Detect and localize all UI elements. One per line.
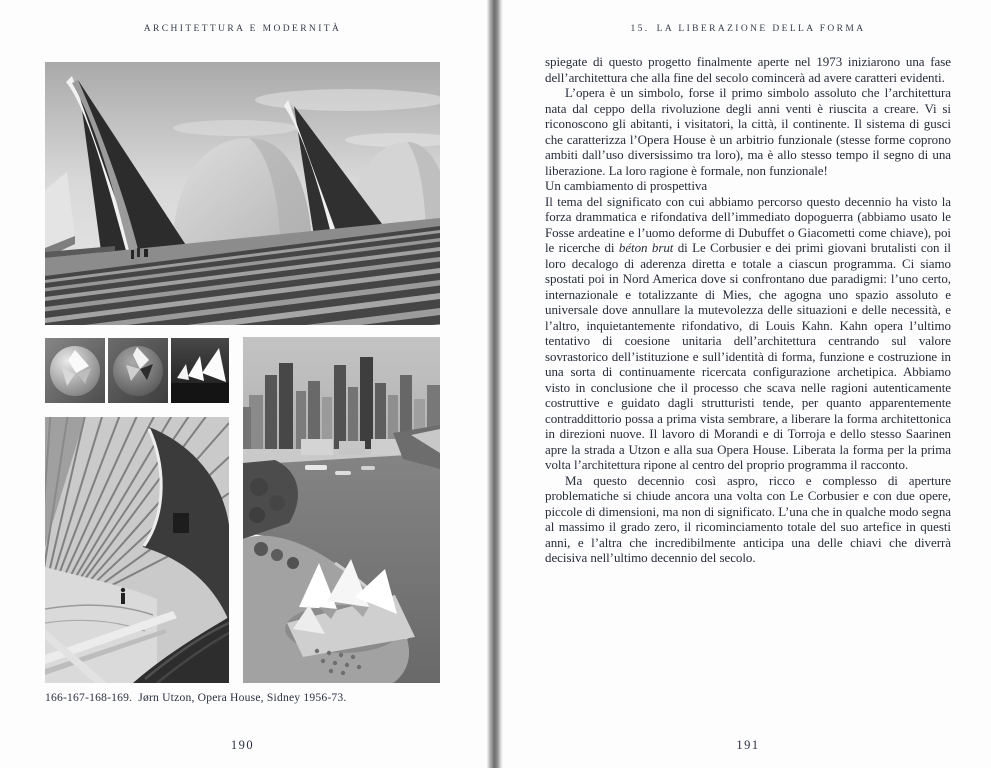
section-heading: Un cambiamento di prospettiva	[545, 178, 708, 193]
photo-sydney-aerial	[243, 337, 440, 683]
paragraph-theme-post: di Le Corbusier e dei primi giovani brutalisti con il loro decalogo di aderenza diretta e totale a ciascun programma. Ci siamo spostati poi in Nord America dove si confrontano due paradigmi: l’uno certo, internazionale e totalizzante di Mies, che agogna uno spazio assoluto e universale dove annullare la mutevolezza delle situazioni e delle necessità, e l’altro, inquietantemente rifondativo, di Louis Kahn. Kahn opera l’ultimo tentativo di coesione unitaria dell’architettura centrando sul valore sovrastorico dell’istituzione e sull’identità di forma, funzione e costruzione in una sorta di continuamente ricercata configurazione archetipica. Abbiamo visto in conclusione che il processo che scava nelle ragioni autenticamente costruttive e guidato dagli strutturisti tende, per quanto apparentemente contraddittorio possa a prima vista sembrare, a liberare la forma architettonica in direzioni nuove. Il lavoro di Morandi e di Torroja e dello stesso Saarinen apre la strada a Utzon e alla sua Opera House. Liberata la forma per la prima volta l’architettura ripone al centro del proprio programma il racconto.	[545, 240, 951, 472]
photo-opera-house-shells-steps	[45, 62, 440, 325]
paragraph-continuation: spiegate di questo progetto finalmente aperte nel 1973 iniziarono una fase dell’architettura che alla fine del secolo comincerà ad avere caratteri evidenti.	[545, 54, 951, 85]
paragraph-theme	[545, 194, 951, 473]
photo-sphere-study-2	[108, 338, 168, 403]
body-text	[545, 54, 951, 722]
paragraph-closing: Ma questo decennio così aspro, ricco e complesso di aperture problematiche si chiude ancora una volta con Le Corbusier e con due opere, piccole di dimensioni, ma non di significato. L’una che in qualche modo segna al massimo il grado zero, il ricominciamento totale del suo artefice in questi anni, e l’altra che incredibilmente anticipa una delle chiavi che diverrà decisiva nell’ultimo decennio del secolo.	[545, 472, 951, 565]
photo-opera-house-interior	[45, 417, 229, 683]
right-running-head: 15. LA LIBERAZIONE DELLA FORMA	[630, 24, 866, 34]
paragraph-symbol: L’opera è un simbolo, forse il primo simbolo assoluto che l’architettura nata dal ceppo della rivoluzione degli anni venti è riuscita a creare. Vi si riconoscono gli abitanti, i visitatori, la città, il continente. Il sistema di gusci che caratterizza l’Opera House è un arbitrio funzionale (stesse forme coprono ambiti dall’uso diversissimo tra loro), ma è allo stesso tempo il segno di una liberazione. La loro ragione è formale, non funzionale!	[545, 85, 951, 178]
right-page	[503, 0, 991, 768]
photo-sail-silhouette	[171, 338, 229, 403]
book-gutter	[487, 0, 503, 768]
figure-strip-sphere-studies	[45, 338, 229, 403]
left-running-head: ARCHITETTURA E MODERNITÀ	[143, 24, 342, 34]
left-page	[0, 0, 488, 768]
right-page-number: 191	[736, 738, 760, 752]
paragraph-theme-italic-term: béton brut	[618, 240, 674, 255]
paragraph-theme-pre: Il tema del significato con cui abbiamo percorso questo decennio ha visto la forza drammatica e rifondativa dell’immediato dopoguerra (abbiamo usato le Fosse ardeatine e l’uomo deforme di Dubuffet o Giacometti come chiave), poi le ricerche di	[545, 193, 951, 255]
figure-caption: 166-167-168-169. Jørn Utzon, Opera House, Sidney 1956-73.	[45, 691, 347, 704]
photo-sphere-study-1	[45, 338, 105, 403]
opera-shells-illustration	[45, 62, 440, 325]
left-page-number: 190	[230, 738, 255, 752]
